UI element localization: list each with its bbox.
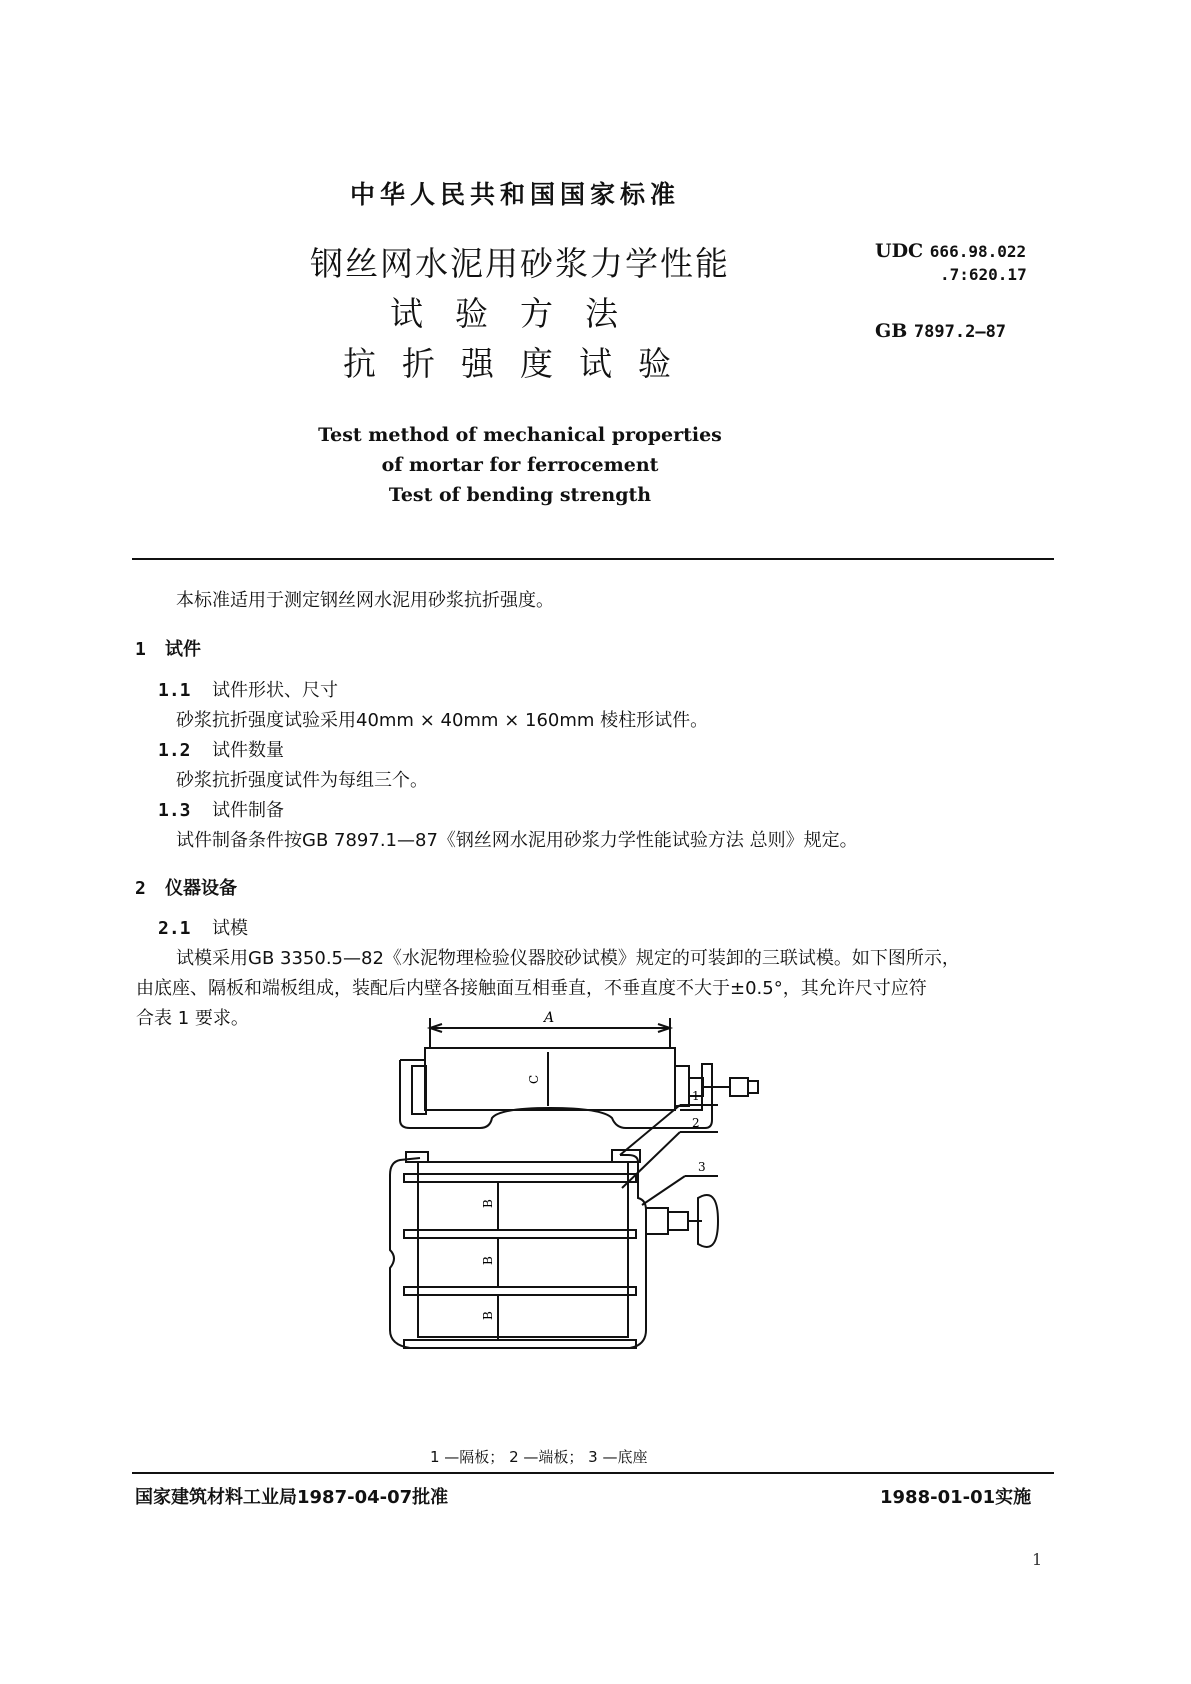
gb-label: GB [875, 320, 908, 342]
page-number: 1 [1032, 1550, 1043, 1569]
dim-c-label: C [527, 1074, 541, 1084]
gb-number: 7897.2—87 [913, 322, 1007, 342]
side-left-end [412, 1066, 426, 1114]
section-2-1-number: 2.1 [158, 918, 191, 939]
section-1-2-title: 试件数量 [212, 740, 284, 761]
section-1-3-number: 1.3 [158, 800, 191, 821]
callout-leader-2 [622, 1132, 680, 1188]
effective-date: 1988-01-01实施 [880, 1487, 1032, 1508]
dim-b-label-3: B [481, 1311, 495, 1320]
top-screw-body [668, 1212, 688, 1230]
callout-leader-3 [642, 1176, 685, 1205]
section-1-3-title: 试件制备 [212, 800, 284, 821]
callout-3: 3 [698, 1160, 706, 1174]
section-1-3-heading [158, 796, 284, 826]
callout-2: 2 [692, 1116, 700, 1130]
side-right-end [675, 1066, 689, 1106]
top-screw-nut [646, 1208, 668, 1234]
title-cn-line-1: 钢丝网水泥用砂浆力学性能 [310, 244, 730, 283]
side-mould-body [425, 1048, 675, 1110]
callout-leader-1 [620, 1105, 680, 1155]
test-mould-figure [380, 1000, 800, 1440]
top-base [390, 1155, 646, 1348]
section-1-number: 1 [135, 639, 146, 660]
dim-b-label-2: B [481, 1256, 495, 1265]
national-standard-label: 中华人民共和国国家标准 [349, 180, 680, 209]
callout-1: 1 [692, 1089, 700, 1103]
partition-3 [404, 1287, 636, 1295]
section-1-heading [135, 635, 201, 661]
dim-a-label: A [544, 1010, 555, 1026]
udc-label: UDC [875, 240, 924, 262]
top-mould-body [418, 1162, 628, 1337]
side-screw-handle [730, 1078, 748, 1096]
dim-b-label-1: B [481, 1199, 495, 1208]
title-cn-line-3: 抗折强度试验 [343, 344, 697, 383]
partition-1 [404, 1174, 636, 1182]
title-cn-line-2: 试验方法 [390, 294, 650, 333]
udc-line-1: 666.98.022 [929, 242, 1027, 261]
section-1-1-number: 1.1 [158, 680, 191, 701]
title-en-line-2: of mortar for ferrocement [381, 454, 659, 476]
section-1-1-text: 砂浆抗折强度试验采用40mm × 40mm × 160mm 棱柱形试件。 [176, 710, 709, 731]
footer-divider [132, 1472, 1054, 1474]
section-2-1-line-2: 由底座、隔板和端板组成，装配后内壁各接触面互相垂直，不垂直度不大于±0.5°，其允许尺寸应符 [136, 978, 927, 999]
udc-code [875, 240, 1027, 286]
partition-4 [404, 1340, 636, 1348]
side-screw-cap [748, 1081, 758, 1093]
intro-paragraph: 本标准适用于测定钢丝网水泥用砂浆抗折强度。 [176, 590, 554, 611]
section-1-2-heading [158, 736, 284, 766]
section-1-1-heading [158, 676, 338, 706]
gb-standard-number [875, 320, 1006, 342]
section-2-1-line-1: 试模采用GB 3350.5—82《水泥物理检验仪器胶砂试模》规定的可装卸的三联试模。如下图所示， [176, 948, 960, 969]
section-2-heading [135, 874, 237, 900]
section-2-1-line-3: 合表 1 要求。 [136, 1008, 249, 1029]
section-2-title: 仪器设备 [165, 878, 237, 899]
title-en-line-3: Test of bending strength [388, 484, 652, 506]
section-1-2-number: 1.2 [158, 740, 191, 761]
approval-note: 国家建筑材料工业局1987-04-07批准 [135, 1487, 449, 1508]
top-left-end-cap [406, 1152, 428, 1162]
figure-caption: 1 —隔板； 2 —端板； 3 —底座 [430, 1448, 648, 1466]
title-en-line-1: Test method of mechanical properties [318, 424, 722, 446]
title-en [220, 420, 820, 510]
partition-2 [404, 1230, 636, 1238]
section-2-number: 2 [135, 878, 146, 899]
udc-line-2: .7:620.17 [940, 265, 1027, 284]
section-2-1-heading [158, 914, 248, 944]
header-divider [132, 558, 1054, 560]
section-2-1-title: 试模 [212, 918, 248, 939]
section-1-1-title: 试件形状、尺寸 [212, 680, 338, 701]
section-1-title: 试件 [165, 639, 201, 660]
section-1-3-text: 试件制备条件按GB 7897.1—87《钢丝网水泥用砂浆力学性能试验方法 总则》规定。 [176, 830, 858, 851]
section-1-2-text: 砂浆抗折强度试件为每组三个。 [176, 770, 428, 791]
